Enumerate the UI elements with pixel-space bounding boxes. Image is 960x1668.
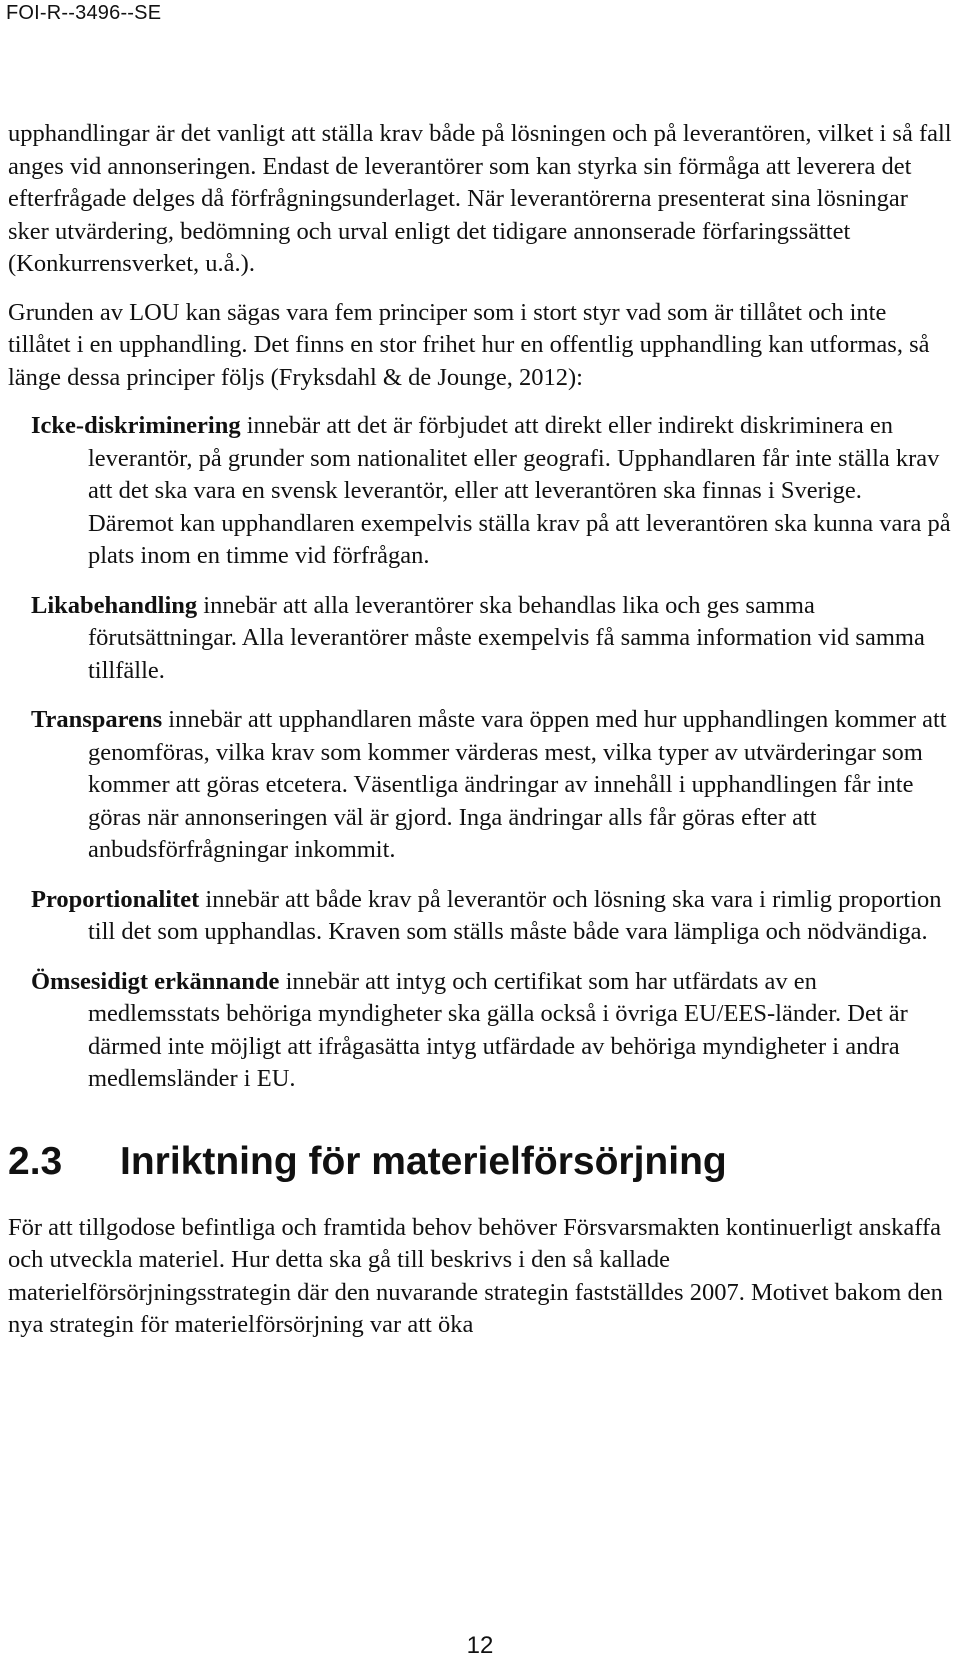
- principle-icke-diskriminering: [8, 410, 953, 573]
- principle-omsesidigt-erkannande: [8, 966, 953, 1096]
- section-title: Inriktning för materielförsörjning: [120, 1139, 727, 1183]
- intro-paragraph: upphandlingar är det vanligt att ställa krav både på lösningen och på leverantören, vilket i så fall anges vid annonseringen. Endast de leverantörer som kan styrka sin förmåga att leverera det efterfrågade delges då förfrågningsunderlaget. När leverantörerna presenterat sina lösningar sker utvärdering, bedömning och urval enligt det tidigare annonserade förfaringssättet (Konkurrensverket, u.å.).: [8, 120, 952, 277]
- principle-likabehandling: [8, 590, 953, 688]
- principle-term: Transparens: [31, 706, 163, 733]
- principle-transparens: [8, 704, 953, 867]
- principle-proportionalitet: [8, 884, 953, 949]
- principle-description: innebär att det är förbjudet att direkt eller indirekt diskriminera en leverantör, på grunder som nationalitet eller geografi. Upphandlaren får inte ställa krav att det ska vara en svensk leverantör, eller att leverantören ska finnas i Sverige. Däremot kan upphandlaren exempelvis ställa krav på att leverantören ska kunna vara på plats inom en timme vid förfrågan.: [88, 412, 951, 569]
- principle-description: innebär att upphandlaren måste vara öppen med hur upphandlingen kommer att genomföras, vilka krav som kommer värderas mest, vilka typer av utvärderingar som kommer att göras etcetera. Väsentliga ändringar av innehåll i upphandlingen får inte göras när annonseringen väl är gjord. Inga ändringar alls får göras efter att anbudsförfrågningar inkommit.: [88, 706, 947, 863]
- section-heading: [8, 1132, 953, 1192]
- body-text: [8, 118, 953, 1342]
- principle-term: Ömsesidigt erkännande: [31, 967, 280, 995]
- principle-description: innebär att alla leverantörer ska behandlas lika och ges samma förutsättningar. Alla leverantörer måste exempelvis få samma information vid samma tillfälle.: [88, 591, 925, 684]
- page-number: 12: [466, 1632, 494, 1659]
- section-paragraph: För att tillgodose befintliga och framtida behov behöver Försvarsmakten kontinuerligt anskaffa och utveckla materiel. Hur detta ska gå till beskrivs i den så kallade materielförsörjningsstrategin där den nuvarande strategin fastställdes 2007. Motivet bakom den nya strategin för materielförsörjning var att öka: [8, 1213, 943, 1338]
- principle-term: Likabehandling: [31, 591, 198, 619]
- section-number: 2.3: [8, 1139, 63, 1183]
- principle-term: Proportionalitet: [31, 885, 200, 913]
- principle-description: innebär att intyg och certifikat som har utfärdats av en medlemsstats behöriga myndigheter ska gälla också i övriga EU/EES-länder. Det är därmed inte möjligt att ifrågasätta intyg utfärdade av behöriga myndigheter i andra medlemsländer i EU.: [88, 967, 908, 1092]
- principle-term: Icke-diskriminering: [31, 412, 241, 439]
- principle-description: innebär att både krav på leverantör och lösning ska vara i rimlig proportion till det som upphandlas. Kraven som ställs måste både vara lämpliga och nödvändiga.: [88, 885, 942, 945]
- document-id-header: FOI-R--3496--SE: [6, 2, 162, 24]
- principles-list: [8, 410, 953, 1096]
- lou-principles-paragraph: Grunden av LOU kan sägas vara fem principer som i stort styr vad som är tillåtet och inte tillåtet i en upphandling. Det finns en stor frihet hur en offentlig upphandling kan utformas, så länge dessa principer följs (Fryksdahl & de Jounge, 2012):: [8, 298, 930, 391]
